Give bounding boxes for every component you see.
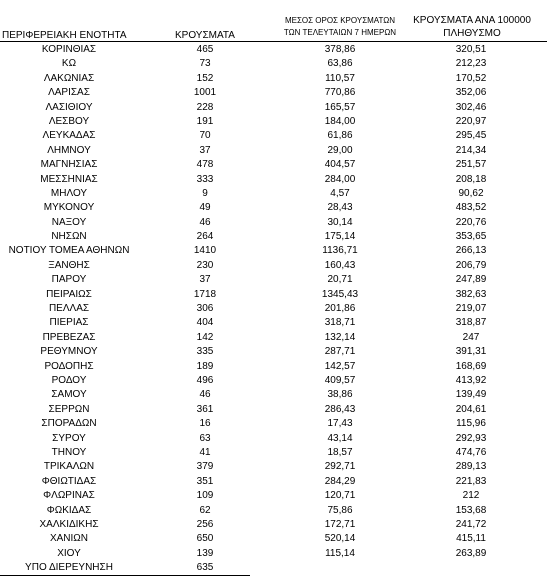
per100k-cell: 204,61 xyxy=(455,403,487,415)
per100k-cell: 139,49 xyxy=(455,389,487,401)
avg-cell: 75,86 xyxy=(327,504,353,516)
table-row xyxy=(0,489,547,503)
avg-cell: 4,57 xyxy=(330,187,350,199)
per100k-cell: 415,11 xyxy=(456,533,486,545)
per100k-cell: 352,06 xyxy=(455,87,487,99)
per100k-cell: 483,52 xyxy=(455,202,487,214)
region-cell: ΚΟΡΙΝΘΙΑΣ xyxy=(41,44,97,55)
avg-cell: 404,57 xyxy=(324,159,356,171)
cases-cell: 16 xyxy=(199,418,211,430)
table-row xyxy=(0,432,547,446)
region-cell: ΝΟΤΙΟΥ ΤΟΜΕΑ ΑΘΗΝΩΝ xyxy=(8,245,130,257)
per100k-cell: 353,65 xyxy=(455,231,487,243)
per100k-cell: 318,87 xyxy=(455,317,487,329)
per100k-cell: 212 xyxy=(462,490,480,502)
region-cell: ΛΕΣΒΟΥ xyxy=(48,115,90,127)
table-body xyxy=(0,43,547,575)
table-row xyxy=(0,475,547,489)
per100k-cell: 212,23 xyxy=(455,58,487,70)
cases-cell: 230 xyxy=(196,259,214,271)
region-cell: ΜΗΛΟΥ xyxy=(50,187,88,199)
cases-cell: 46 xyxy=(199,216,211,228)
cases-cell: 142 xyxy=(196,331,214,343)
cases-cell: 1410 xyxy=(193,245,217,257)
region-cell: ΠΕΙΡΑΙΩΣ xyxy=(46,288,92,300)
per100k-cell: 251,57 xyxy=(455,159,487,171)
region-cell: ΠΡΕΒΕΖΑΣ xyxy=(42,331,96,343)
region-cell: ΥΠΟ ΔΙΕΡΕΥΝΗΣΗ xyxy=(25,562,113,574)
cases-cell: 306 xyxy=(196,303,214,315)
per100k-cell: 208,18 xyxy=(455,173,487,185)
footer-divider xyxy=(0,575,250,576)
region-cell: ΧΑΝΙΩΝ xyxy=(49,533,89,545)
cases-cell: 264 xyxy=(196,231,214,243)
avg-cell: 284,00 xyxy=(324,173,356,185)
avg-cell: 142,57 xyxy=(324,360,356,372)
avg-cell: 520,14 xyxy=(324,533,356,545)
per100k-cell: 247 xyxy=(462,331,480,343)
per100k-cell: 382,63 xyxy=(455,288,487,300)
cases-cell: 650 xyxy=(196,533,214,545)
region-cell: ΛΑΣΙΘΙΟΥ xyxy=(45,101,93,113)
table-row xyxy=(0,302,547,316)
region-cell: ΣΠΟΡΑΔΩΝ xyxy=(41,418,97,430)
cases-cell: 478 xyxy=(196,159,214,171)
region-cell: ΛΑΡΙΣΑΣ xyxy=(48,87,90,99)
per100k-cell: 266,13 xyxy=(455,245,487,257)
avg-cell: 63,86 xyxy=(327,58,353,70)
region-cell: ΣΕΡΡΩΝ xyxy=(48,403,90,415)
region-cell: ΡΟΔΟΠΗΣ xyxy=(44,360,94,372)
per100k-cell: 153,68 xyxy=(455,504,487,516)
avg-cell: 378,86 xyxy=(324,44,356,55)
table-row xyxy=(0,532,547,546)
avg-cell: 284,29 xyxy=(324,475,356,487)
region-cell: ΝΑΞΟΥ xyxy=(51,216,87,228)
per100k-cell: 115,96 xyxy=(456,418,486,430)
cases-cell: 46 xyxy=(199,389,211,401)
region-cell: ΤΡΙΚΑΛΩΝ xyxy=(43,461,95,473)
cases-cell: 70 xyxy=(199,130,211,142)
table-row xyxy=(0,173,547,187)
region-cell: ΜΑΓΝΗΣΙΑΣ xyxy=(40,159,98,171)
avg-cell: 110,57 xyxy=(325,72,355,84)
per100k-cell: 214,34 xyxy=(455,144,487,156)
avg-cell: 770,86 xyxy=(324,87,356,99)
region-cell: ΦΩΚΙΔΑΣ xyxy=(46,504,92,516)
table-row xyxy=(0,374,547,388)
avg-cell: 120,71 xyxy=(324,490,356,502)
per100k-cell: 168,69 xyxy=(455,360,487,372)
region-cell: ΠΑΡΟΥ xyxy=(51,274,87,286)
cases-cell: 635 xyxy=(196,562,214,574)
avg-cell xyxy=(280,561,400,575)
region-cell: ΦΘΙΩΤΙΔΑΣ xyxy=(41,475,97,487)
cases-cell: 333 xyxy=(196,173,214,185)
header-region: ΠΕΡΙΦΕΡΕΙΑΚΗ ΕΝΟΤΗΤΑ xyxy=(2,30,127,41)
per100k-cell: 295,45 xyxy=(455,130,487,142)
table-row xyxy=(0,460,547,474)
per100k-cell: 391,31 xyxy=(455,346,487,358)
cases-cell: 63 xyxy=(199,432,211,444)
cases-cell: 351 xyxy=(196,475,214,487)
table-row xyxy=(0,273,547,287)
avg-cell: 28,43 xyxy=(327,202,353,214)
per100k-cell: 247,89 xyxy=(455,274,487,286)
region-cell: ΠΙΕΡΙΑΣ xyxy=(49,317,89,329)
header-cases: ΚΡΟΥΣΜΑΤΑ xyxy=(175,30,235,41)
avg-cell: 287,71 xyxy=(324,346,356,358)
table-row xyxy=(0,115,547,129)
cases-cell: 9 xyxy=(202,187,208,199)
region-cell: ΤΗΝΟΥ xyxy=(51,446,87,458)
table-row xyxy=(0,72,547,86)
per100k-cell: 292,93 xyxy=(455,432,487,444)
avg-cell: 184,00 xyxy=(324,115,356,127)
per100k-cell: 474,76 xyxy=(455,446,487,458)
cases-cell: 62 xyxy=(199,504,211,516)
region-cell: ΠΕΛΛΑΣ xyxy=(48,303,90,315)
header-divider xyxy=(0,41,547,42)
avg-cell: 172,71 xyxy=(324,518,356,530)
per100k-cell: 320,51 xyxy=(455,44,487,55)
cases-cell: 37 xyxy=(199,274,211,286)
cases-cell: 228 xyxy=(196,101,214,113)
avg-cell: 18,57 xyxy=(327,446,353,458)
cases-cell: 361 xyxy=(196,403,214,415)
region-cell: ΛΑΚΩΝΙΑΣ xyxy=(43,72,95,84)
region-cell: ΧΑΛΚΙΔΙΚΗΣ xyxy=(39,518,99,530)
region-cell: ΦΛΩΡΙΝΑΣ xyxy=(43,490,95,502)
table-row xyxy=(0,158,547,172)
header-avg-line2: ΤΩΝ ΤΕΛΕΥΤΑΙΩΝ 7 ΗΜΕΡΩΝ xyxy=(283,28,397,37)
avg-cell: 286,43 xyxy=(324,403,356,415)
avg-cell: 132,14 xyxy=(324,331,356,343)
cases-cell: 1001 xyxy=(193,87,217,99)
cases-cell: 37 xyxy=(199,144,211,156)
avg-cell: 165,57 xyxy=(324,101,356,113)
region-cell: ΜΥΚΟΝΟΥ xyxy=(43,202,95,214)
per100k-cell: 302,46 xyxy=(455,101,487,113)
table-row xyxy=(0,244,547,258)
cases-cell: 41 xyxy=(199,446,211,458)
table-row xyxy=(0,43,547,57)
cases-cell: 256 xyxy=(196,518,214,530)
region-cell: ΡΟΔΟΥ xyxy=(51,374,87,386)
avg-cell: 201,86 xyxy=(324,303,356,315)
avg-cell: 160,43 xyxy=(324,259,356,271)
table-row xyxy=(0,259,547,273)
avg-cell: 29,00 xyxy=(327,144,353,156)
cases-cell: 139 xyxy=(196,547,214,559)
table-row xyxy=(0,129,547,143)
avg-cell: 38,86 xyxy=(327,389,353,401)
avg-cell: 17,43 xyxy=(327,418,353,430)
table-row xyxy=(0,403,547,417)
table-row xyxy=(0,388,547,402)
avg-cell: 409,57 xyxy=(324,374,356,386)
cases-cell: 335 xyxy=(196,346,214,358)
region-cell: ΚΩ xyxy=(61,58,77,70)
cases-cell: 109 xyxy=(196,490,214,502)
per100k-cell: 90,62 xyxy=(458,187,484,199)
table-row xyxy=(0,288,547,302)
table-row xyxy=(0,230,547,244)
region-cell: ΣΑΜΟΥ xyxy=(51,389,87,401)
table-row xyxy=(0,360,547,374)
per100k-cell: 221,83 xyxy=(455,475,487,487)
cases-cell: 379 xyxy=(196,461,214,473)
avg-cell: 292,71 xyxy=(324,461,356,473)
table-row xyxy=(0,331,547,345)
cases-cell: 49 xyxy=(199,202,211,214)
table-row xyxy=(0,86,547,100)
region-cell: ΞΑΝΘΗΣ xyxy=(48,259,90,271)
region-cell: ΧΙΟΥ xyxy=(57,547,81,559)
per100k-cell: 263,89 xyxy=(455,547,487,559)
table-row xyxy=(0,57,547,71)
per100k-cell: 220,76 xyxy=(455,216,487,228)
table-row xyxy=(0,201,547,215)
table-row xyxy=(0,547,547,561)
table-row xyxy=(0,504,547,518)
table-row xyxy=(0,446,547,460)
cases-cell: 73 xyxy=(199,58,211,70)
cases-cell: 191 xyxy=(196,115,214,127)
avg-cell: 30,14 xyxy=(327,216,353,228)
region-cell: ΝΗΣΩΝ xyxy=(51,231,87,243)
avg-cell: 1136,71 xyxy=(322,245,358,257)
region-cell: ΣΥΡΟΥ xyxy=(52,432,86,444)
table-row xyxy=(0,417,547,431)
cases-cell: 496 xyxy=(196,374,214,386)
region-cell: ΜΕΣΣΗΝΙΑΣ xyxy=(40,173,98,185)
cases-cell: 152 xyxy=(196,72,214,84)
header-per100k-line1: ΚΡΟΥΣΜΑΤΑ ΑΝΑ 100000 xyxy=(413,15,531,26)
avg-cell: 43,14 xyxy=(327,432,353,444)
header-per100k-line2: ΠΛΗΘΥΣΜΟ xyxy=(443,28,501,39)
cases-cell: 404 xyxy=(196,317,214,329)
per100k-cell: 289,13 xyxy=(455,461,487,473)
region-cell: ΡΕΘΥΜΝΟΥ xyxy=(40,346,98,358)
per100k-cell: 241,72 xyxy=(455,518,487,530)
avg-cell: 175,14 xyxy=(324,231,356,243)
avg-cell: 318,71 xyxy=(324,317,356,329)
avg-cell: 20,71 xyxy=(327,274,353,286)
per100k-cell: 206,79 xyxy=(455,259,487,271)
per100k-cell: 413,92 xyxy=(455,374,487,386)
per100k-cell: 219,07 xyxy=(455,303,487,315)
avg-cell: 115,14 xyxy=(325,547,355,559)
per100k-cell: 170,52 xyxy=(455,72,487,84)
table-row xyxy=(0,187,547,201)
per100k-cell: 220,97 xyxy=(455,115,487,127)
table-row xyxy=(0,101,547,115)
header-avg-line1: ΜΕΣΟΣ ΟΡΟΣ ΚΡΟΥΣΜΑΤΩΝ xyxy=(284,16,396,25)
cases-cell: 1718 xyxy=(193,288,217,300)
table-row xyxy=(0,316,547,330)
avg-cell: 1345,43 xyxy=(321,288,359,300)
per100k-cell xyxy=(412,561,530,575)
table-row xyxy=(0,144,547,158)
table-row xyxy=(0,345,547,359)
avg-cell: 61,86 xyxy=(327,130,353,142)
region-cell: ΛΕΥΚΑΔΑΣ xyxy=(42,130,96,142)
table-row xyxy=(0,518,547,532)
table-row xyxy=(0,561,547,575)
table-row xyxy=(0,216,547,230)
cases-cell: 189 xyxy=(196,360,214,372)
cases-cell: 465 xyxy=(196,44,214,55)
region-cell: ΛΗΜΝΟΥ xyxy=(47,144,91,156)
